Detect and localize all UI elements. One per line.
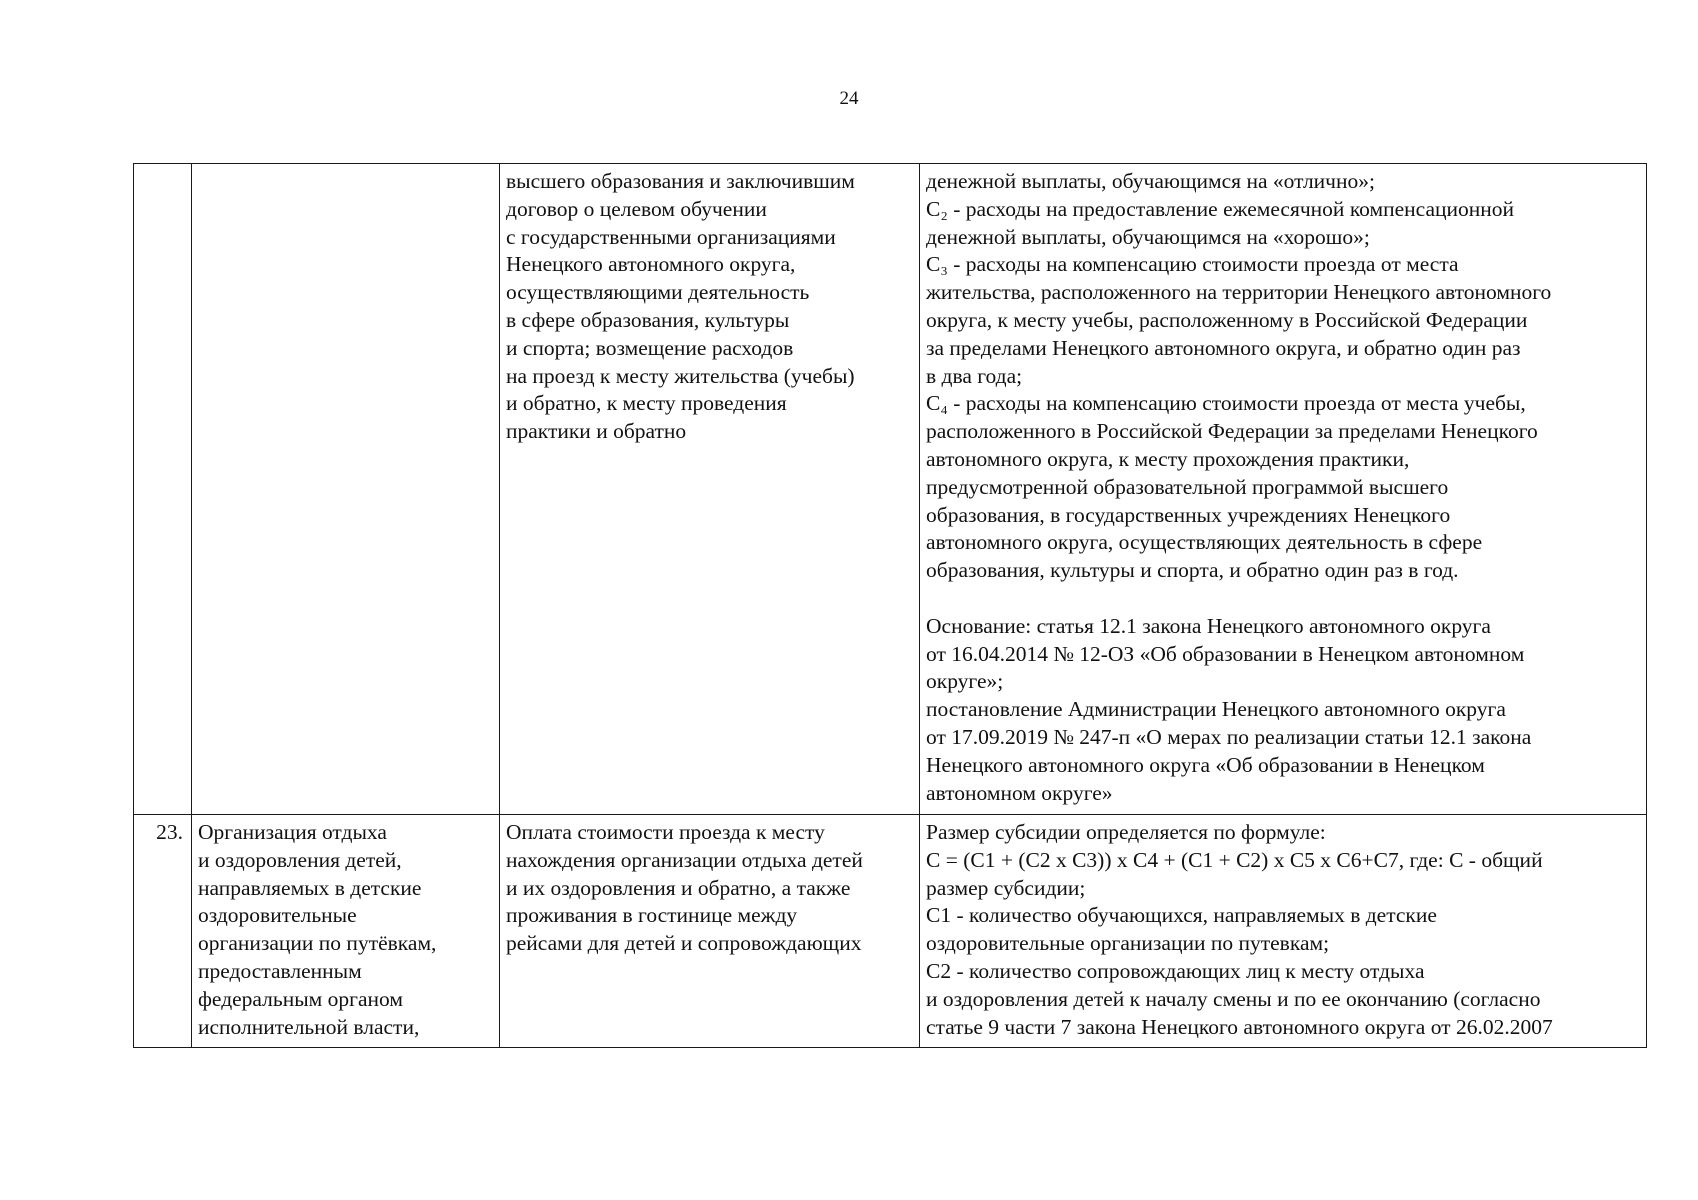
basis-line: постановление Администрации Ненецкого автономного округа — [926, 697, 1506, 722]
basis-line: автономном округе» — [926, 780, 1113, 805]
event-name-line: Организация отдыха — [198, 820, 387, 844]
purpose-line: проживания в гостинице между — [506, 903, 798, 928]
purpose-line: высшего образования и заключившим — [506, 169, 855, 193]
event-name-line: оздоровительные — [198, 903, 357, 928]
calculation-method-cell — [920, 164, 1647, 815]
method-line: статье 9 части 7 закона Ненецкого автономного округа от 26.02.2007 — [926, 1014, 1553, 1039]
purpose-line: в сфере образования, культуры — [506, 307, 790, 332]
purpose-line: осуществляющими деятельность — [506, 280, 810, 305]
method-line: С = (С1 + (С2 х С3)) х С4 + (С1 + С2) х С5 х С6+С7, где: С - общий — [926, 847, 1543, 872]
purpose-line: Оплата стоимости проезда к месту — [506, 820, 825, 844]
purpose-line: на проезд к месту жительства (учебы) — [506, 363, 855, 388]
basis-line: от 17.09.2019 № 247-п «О мерах по реализации статьи 12.1 закона — [926, 724, 1532, 749]
event-name-line: исполнительной власти, — [198, 1014, 420, 1039]
purpose-cell — [500, 815, 920, 1048]
row-number-cell — [134, 815, 192, 1048]
table-row — [134, 815, 1647, 1048]
purpose-line: и обратно, к месту проведения — [506, 391, 787, 416]
method-line: денежной выплаты, обучающимся на «отлично»; — [926, 169, 1375, 193]
event-name-line: федеральным органом — [198, 986, 403, 1011]
method-line: оздоровительные организации по путевкам; — [926, 931, 1330, 956]
row-number: 23. — [156, 820, 183, 844]
table-row — [134, 164, 1647, 815]
method-line: автономного округа, к месту прохождения практики, — [926, 446, 1410, 471]
method-line: жительства, расположенного на территории Ненецкого автономного — [926, 280, 1552, 305]
event-name-line: организации по путёвкам, — [198, 931, 437, 956]
purpose-line: и их оздоровления и обратно, а также — [506, 875, 851, 900]
method-line: за пределами Ненецкого автономного округа, и обратно один раз — [926, 335, 1521, 360]
method-line: С₂ - расходы на предоставление ежемесячной компенсационной — [926, 196, 1515, 221]
method-line: С2 - количество сопровождающих лиц к месту отдыха — [926, 958, 1425, 983]
method-line: С₄ - расходы на компенсацию стоимости проезда от места учебы, — [926, 391, 1526, 416]
page-number: 24 — [839, 88, 859, 109]
purpose-line: договор о целевом обучении — [506, 196, 767, 221]
method-line: С1 - количество обучающихся, направляемых в детские — [926, 903, 1437, 928]
basis-line: Основание: статья 12.1 закона Ненецкого автономного округа — [926, 613, 1491, 638]
purpose-line: нахождения организации отдыха детей — [506, 847, 863, 872]
event-name-line: направляемых в детские — [198, 875, 422, 900]
method-line: С₃ - расходы на компенсацию стоимости проезда от места — [926, 252, 1459, 277]
purpose-line: рейсами для детей и сопровождающих — [506, 931, 862, 956]
event-name-cell — [192, 815, 500, 1048]
row-number-cell — [134, 164, 192, 815]
method-line: Размер субсидии определяется по формуле: — [926, 820, 1326, 844]
purpose-line: практики и обратно — [506, 419, 687, 444]
method-line: предусмотренной образовательной программой высшего — [926, 474, 1449, 499]
purpose-line: Ненецкого автономного округа, — [506, 252, 796, 277]
calculation-method-cell — [920, 815, 1647, 1048]
subsidy-table — [133, 163, 1647, 1048]
method-line: и оздоровления детей к началу смены и по ее окончанию (согласно — [926, 986, 1541, 1011]
basis-line: округе»; — [926, 669, 1004, 694]
event-name-line: и оздоровления детей, — [198, 847, 402, 872]
method-line: размер субсидии; — [926, 875, 1086, 900]
purpose-line: с государственными организациями — [506, 224, 836, 249]
method-line: образования, культуры и спорта, и обратно один раз в год. — [926, 558, 1459, 583]
method-line: денежной выплаты, обучающимся на «хорошо»; — [926, 224, 1370, 249]
method-line: округа, к месту учебы, расположенному в Российской Федерации — [926, 307, 1528, 332]
basis-line: Ненецкого автономного округа «Об образовании в Ненецком — [926, 752, 1485, 777]
purpose-line: и спорта; возмещение расходов — [506, 335, 794, 360]
event-name-line: предоставленным — [198, 958, 362, 983]
event-name-cell — [192, 164, 500, 815]
method-line: автономного округа, осуществляющих деятельность в сфере — [926, 530, 1483, 555]
purpose-cell — [500, 164, 920, 815]
method-line: образования, в государственных учреждениях Ненецкого — [926, 502, 1451, 527]
paragraph-gap — [926, 585, 1638, 613]
method-line: в два года; — [926, 363, 1023, 388]
method-line: расположенного в Российской Федерации за пределами Ненецкого — [926, 419, 1538, 444]
basis-line: от 16.04.2014 № 12-ОЗ «Об образовании в Ненецком автономном — [926, 641, 1525, 666]
